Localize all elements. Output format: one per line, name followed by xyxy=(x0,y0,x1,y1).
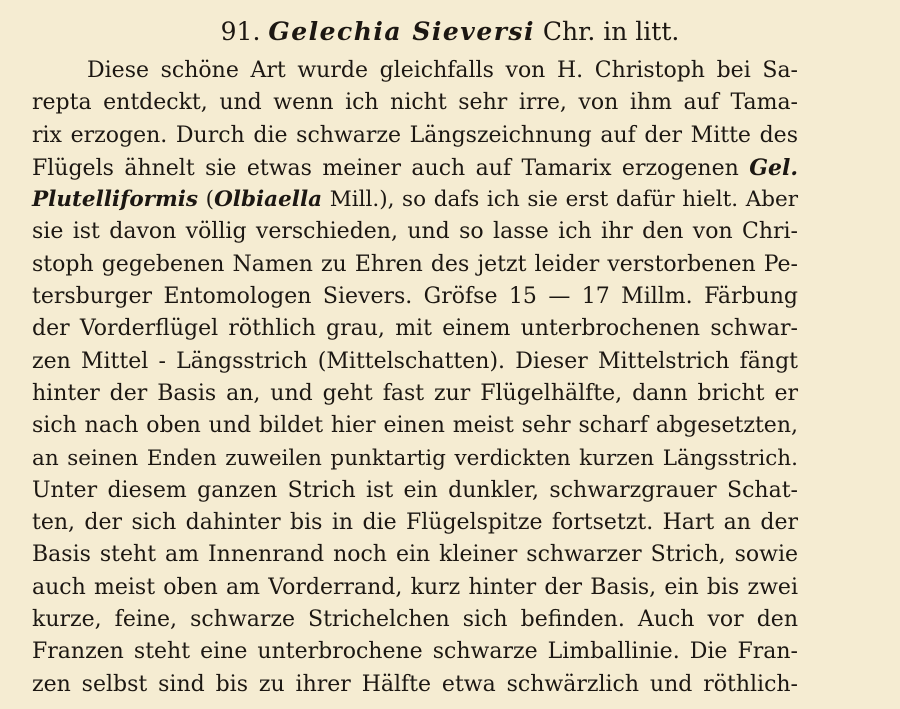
text-segment: an seinen Enden zuweilen punktartig verdickten kurzen Längsstrich. xyxy=(32,445,798,471)
text-segment: Diese schöne Art wurde gleichfalls von H. Christoph bei Sa- xyxy=(87,58,798,83)
text-segment: rix erzogen. Durch die schwarze Längszeichnung auf der Mitte des xyxy=(32,122,798,148)
species-number: 91. xyxy=(220,17,261,46)
text-segment: sich nach oben und bildet hier einen meist sehr scharf abgesetzten, xyxy=(32,413,798,439)
text-segment: hinter der Basis an, und geht fast zur Flügelhälfte, dann bricht er xyxy=(32,380,798,406)
text-line xyxy=(32,410,798,442)
text-segment: Mill.), so dafs ich sie erst dafür hielt. Aber xyxy=(322,187,798,213)
text-line xyxy=(32,507,798,539)
text-segment: repta entdeckt, und wenn ich nicht sehr irre, von ihm auf Tama- xyxy=(32,90,798,116)
text-line xyxy=(32,346,798,378)
text-line xyxy=(32,604,798,636)
text-segment: tersburger Entomologen Sievers. Gröfse 15 — 17 Millm. Färbung xyxy=(32,284,798,310)
body-text xyxy=(32,55,798,701)
text-segment: kurze, feine, schwarze Strichelchen sich befinden. Auch vor den xyxy=(32,607,798,633)
text-segment: zen selbst sind bis zu ihrer Hälfte etwa schwärzlich und röthlich- xyxy=(32,671,798,697)
text-line xyxy=(32,443,798,475)
text-line xyxy=(32,378,798,410)
text-segment: Flügels ähnelt sie etwas meiner auch auf Tamarix erzogenen xyxy=(32,155,750,181)
text-line xyxy=(32,55,798,87)
text-line xyxy=(32,184,798,216)
species-name: Gelechia Sieversi xyxy=(268,17,535,46)
text-segment: zen Mittel - Längsstrich (Mittelschatten). Dieser Mittelstrich fängt xyxy=(32,348,798,374)
text-line xyxy=(32,249,798,281)
text-line xyxy=(32,87,798,119)
text-segment: ten, der sich dahinter bis in die Flügelspitze fortsetzt. Hart an der xyxy=(32,510,798,536)
text-line xyxy=(32,120,798,152)
italic-taxon-name: Plutelliformis xyxy=(32,187,199,213)
text-line xyxy=(32,572,798,604)
text-segment: Unter diesem ganzen Strich ist ein dunkler, schwarzgrauer Schat- xyxy=(32,477,798,503)
italic-taxon-name: Gel. xyxy=(749,154,798,181)
species-author: Chr. in litt. xyxy=(542,17,680,46)
text-line xyxy=(32,475,798,507)
text-line xyxy=(32,636,798,668)
text-segment: Franzen steht eine unterbrochene schwarze Limballinie. Die Fran- xyxy=(32,639,798,665)
text-segment: Basis steht am Innenrand noch ein kleiner schwarzer Strich, sowie xyxy=(32,542,798,568)
italic-taxon-name: Olbiaella xyxy=(214,187,323,213)
text-line xyxy=(32,281,798,313)
text-line xyxy=(32,152,798,184)
text-line xyxy=(32,216,798,248)
text-line xyxy=(32,669,798,701)
text-line xyxy=(32,313,798,345)
text-segment: stoph gegebenen Namen zu Ehren des jetzt leider verstorbenen Pe- xyxy=(32,251,798,277)
text-line xyxy=(32,539,798,571)
text-segment: auch meist oben am Vorderrand, kurz hinter der Basis, ein bis zwei xyxy=(32,574,798,600)
text-segment: sie ist davon völlig verschieden, und so lasse ich ihr den von Chri- xyxy=(32,219,798,245)
text-segment: der Vorderflügel röthlich grau, mit einem unterbrochenen schwar- xyxy=(32,316,798,342)
text-segment: ( xyxy=(198,187,215,213)
species-heading xyxy=(0,16,900,48)
